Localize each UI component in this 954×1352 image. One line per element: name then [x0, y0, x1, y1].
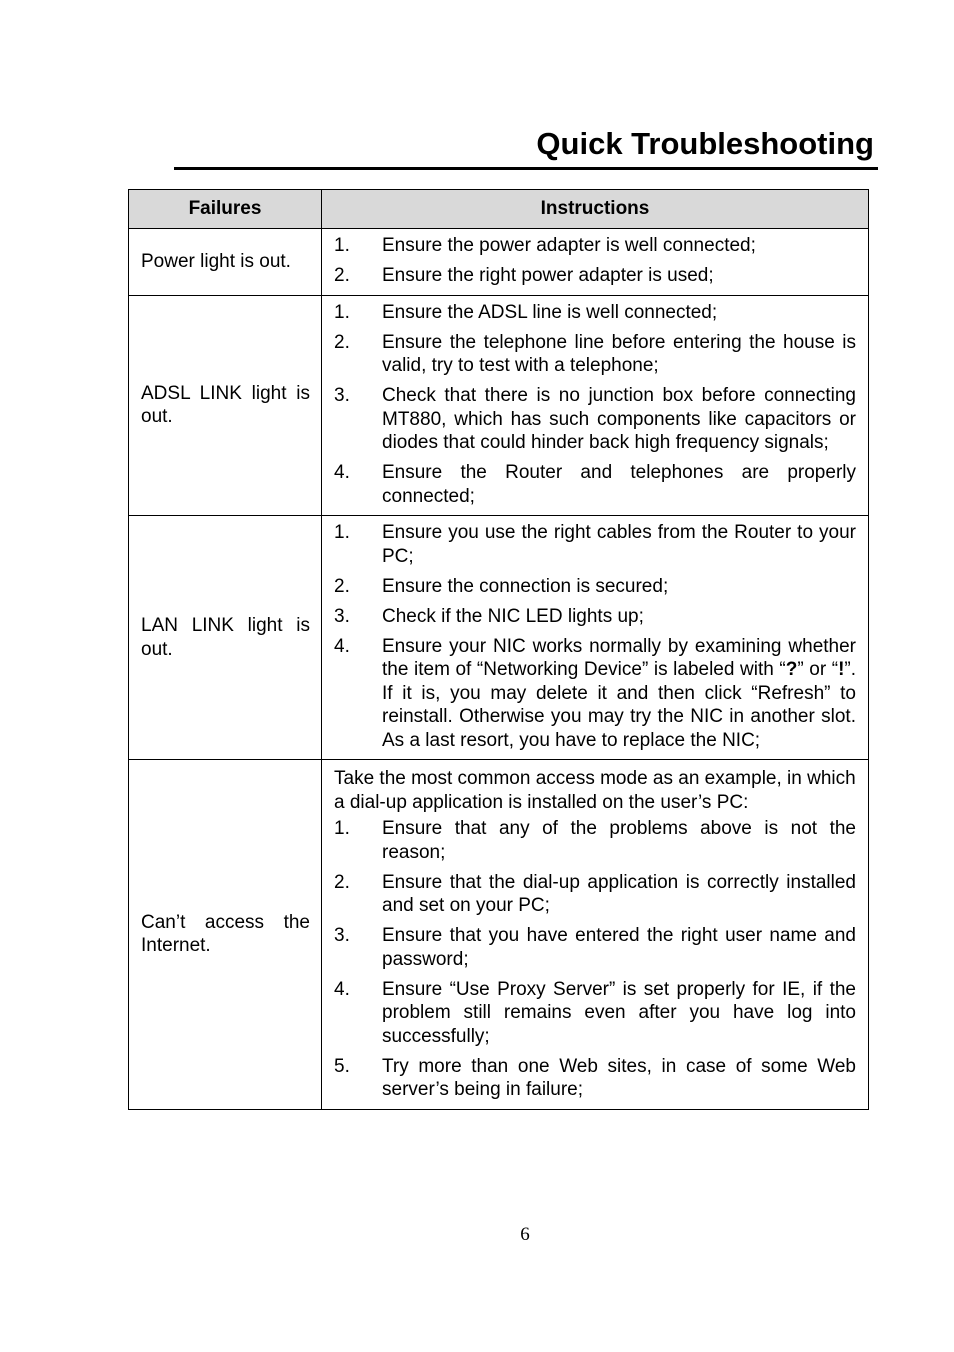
instruction-step	[334, 978, 856, 1049]
failure-cell: LAN LINK light is out.	[129, 516, 322, 760]
step-number: 4.	[334, 635, 350, 657]
step-text: Ensure your NIC works normally by examining whether the item of “Networking Device” is labeled with “?” or “!”. If it is, you may delete it and then click “Refresh” to reinstall. Otherwise you may try the NIC in another slot. As a last resort, you have to replace the NIC;	[382, 635, 857, 751]
step-number: 3.	[334, 925, 350, 946]
step-number: 3.	[334, 605, 350, 627]
instruction-step	[334, 635, 856, 753]
table-row	[129, 295, 869, 516]
step-text: Check that there is no junction box before connecting MT880, which has such components like capacitors or diodes that could hinder back high frequency signals;	[382, 385, 856, 453]
instruction-step	[334, 301, 856, 325]
instruction-step	[334, 924, 856, 971]
instruction-step	[334, 605, 856, 629]
step-number: 4.	[334, 978, 350, 1000]
step-number: 1.	[334, 522, 350, 543]
instruction-step	[334, 817, 856, 864]
step-number: 2.	[334, 871, 350, 893]
table-row	[129, 229, 869, 296]
step-number: 4.	[334, 462, 350, 483]
failure-cell: ADSL LINK light is out.	[129, 295, 322, 516]
header-instructions: Instructions	[322, 190, 869, 229]
table-body	[129, 229, 869, 1110]
instruction-step	[334, 1055, 856, 1102]
instruction-list	[334, 521, 856, 752]
instruction-step	[334, 234, 856, 258]
instruction-step	[334, 461, 856, 508]
step-text: Check if the NIC LED lights up;	[382, 605, 644, 627]
troubleshooting-table	[128, 189, 869, 1110]
step-text: Ensure the ADSL line is well connected;	[382, 301, 718, 323]
table-row	[129, 760, 869, 1110]
step-number: 2.	[334, 265, 350, 286]
step-number: 2.	[334, 575, 350, 597]
header-failures: Failures	[129, 190, 322, 229]
step-number: 1.	[334, 818, 350, 839]
instructions-cell	[322, 760, 869, 1110]
instruction-list	[334, 301, 856, 509]
instruction-list	[334, 817, 856, 1102]
page-title: Quick Troubleshooting	[536, 126, 874, 161]
step-number: 1.	[334, 235, 350, 256]
table-row	[129, 516, 869, 760]
failure-cell: Power light is out.	[129, 229, 322, 296]
step-number: 2.	[334, 331, 350, 353]
instruction-step	[334, 384, 856, 455]
step-text: Ensure the power adapter is well connected;	[382, 235, 756, 256]
step-text: Ensure the connection is secured;	[382, 575, 669, 597]
instructions-cell	[322, 229, 869, 296]
step-text: Ensure that you have entered the right user name and password;	[382, 925, 856, 970]
instructions-intro: Take the most common access mode as an example, in which a dial-up application is installed on the user’s PC:	[334, 768, 856, 813]
step-text: Try more than one Web sites, in case of some Web server’s being in failure;	[382, 1055, 856, 1100]
failure-cell: Can’t access the Internet.	[129, 760, 322, 1110]
instruction-step	[334, 331, 856, 378]
instructions-cell	[322, 516, 869, 760]
instruction-step	[334, 871, 856, 918]
instruction-step	[334, 264, 856, 288]
title-underline	[174, 167, 878, 170]
step-text: Ensure the right power adapter is used;	[382, 265, 714, 286]
step-text: Ensure the telephone line before entering the house is valid, try to test with a telephone;	[382, 331, 856, 376]
table-header-row	[129, 190, 869, 229]
step-text: Ensure that any of the problems above is not the reason;	[382, 818, 856, 863]
step-text: Ensure the Router and telephones are properly connected;	[382, 462, 856, 507]
step-text: Ensure “Use Proxy Server” is set properly for IE, if the problem still remains even after you have log into successfully;	[382, 978, 856, 1047]
step-text: Ensure that the dial-up application is correctly installed and set on your PC;	[382, 871, 856, 916]
instructions-cell	[322, 295, 869, 516]
step-number: 5.	[334, 1055, 350, 1077]
step-text: Ensure you use the right cables from the Router to your PC;	[382, 522, 856, 567]
instruction-list	[334, 234, 856, 288]
instruction-step	[334, 575, 856, 599]
step-number: 3.	[334, 385, 350, 406]
instruction-step	[334, 521, 856, 568]
page-number: 6	[520, 1224, 530, 1245]
step-number: 1.	[334, 301, 350, 323]
